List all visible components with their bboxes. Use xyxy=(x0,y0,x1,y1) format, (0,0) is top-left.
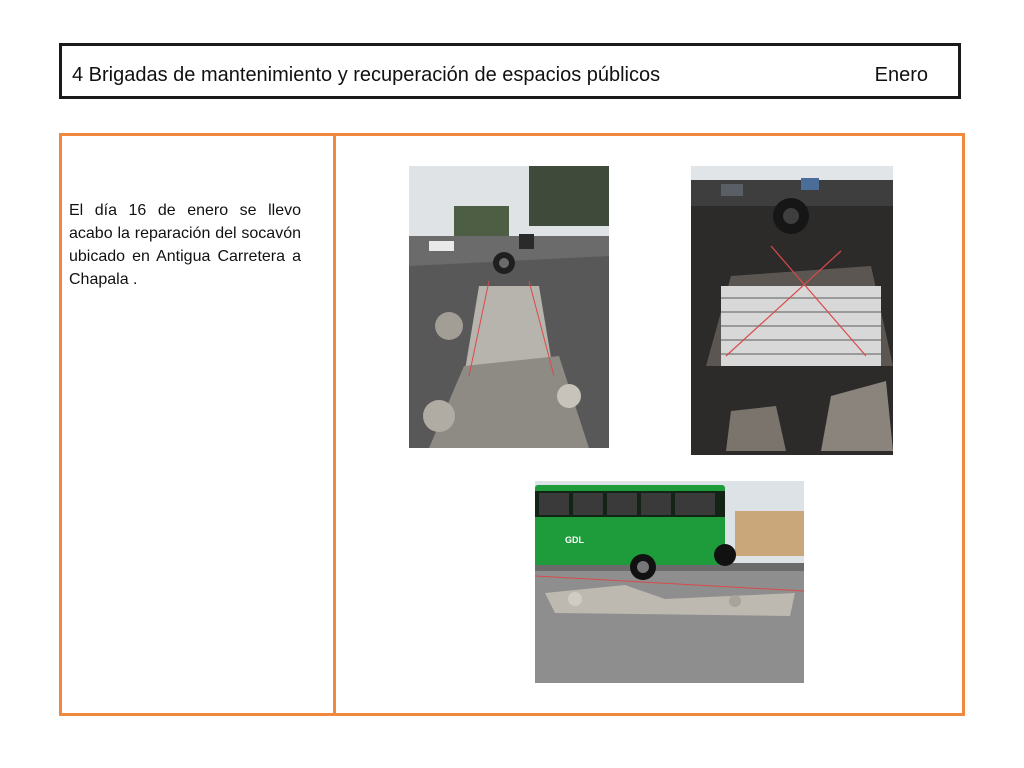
description-panel xyxy=(59,133,336,716)
rebar-mesh-photo xyxy=(691,166,893,455)
bus-on-repaired-road-photo xyxy=(535,481,804,683)
photos-panel xyxy=(333,133,965,716)
road-repair-photo xyxy=(409,166,609,448)
svg-text:GDL: GDL xyxy=(565,535,584,545)
title-box xyxy=(59,43,961,99)
page-title: 4 Brigadas de mantenimiento y recuperación de espacios públicos xyxy=(72,64,661,86)
month-label: Enero xyxy=(874,64,928,86)
description-text: El día 16 de enero se llevo acabo la reparación del socavón ubicado en Antigua Carretera a Chapala . xyxy=(69,202,301,288)
